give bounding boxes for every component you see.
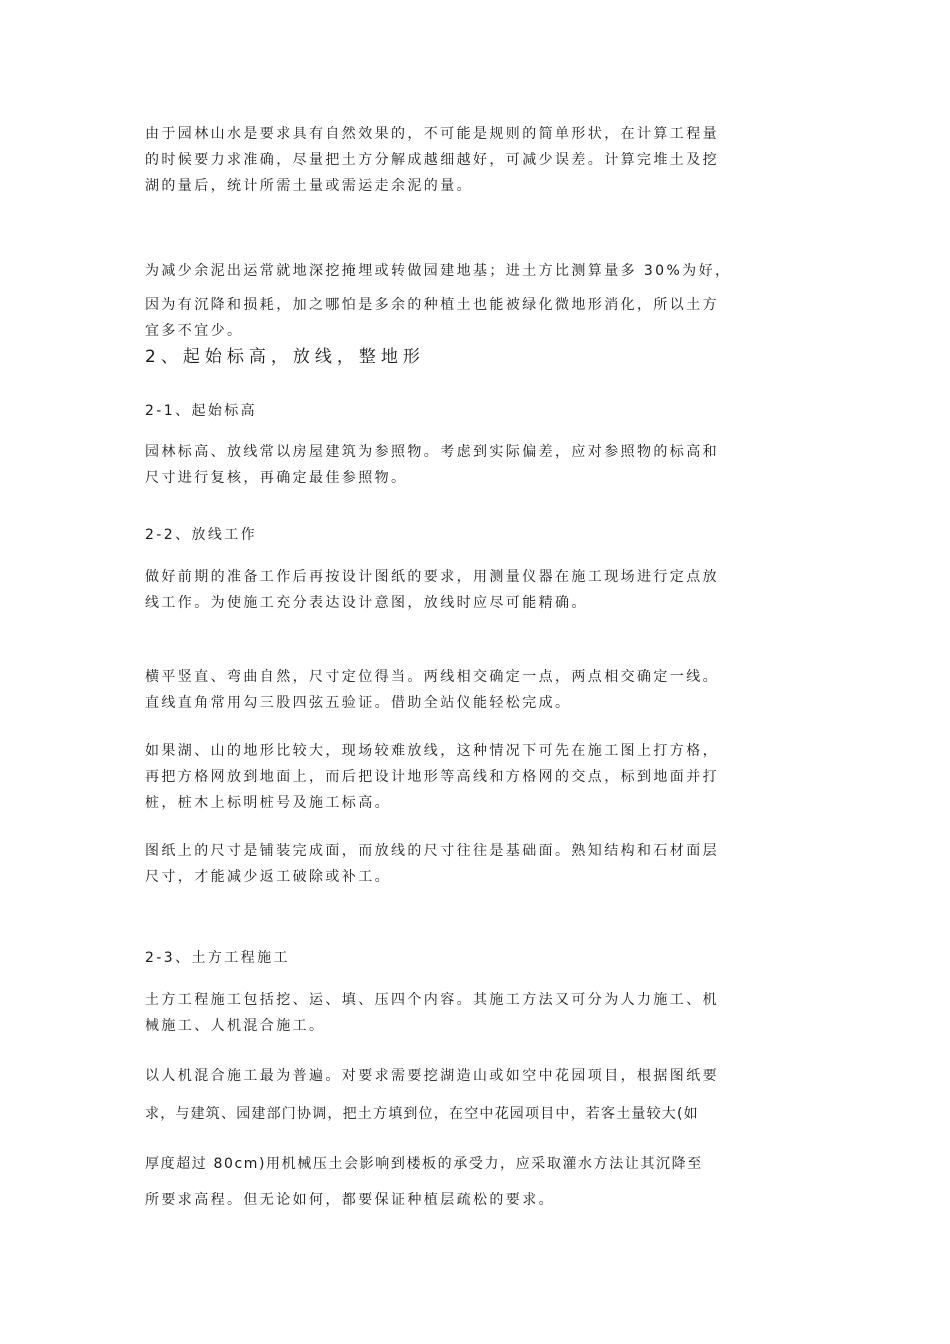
paragraph-earthwork-calculation: [145, 121, 805, 199]
paragraph-mixed-construction: [145, 1063, 805, 1089]
text-line: 园林标高、放线常以房屋建筑为参照物。考虑到实际偏差，应对参照物的标高和: [145, 444, 719, 460]
text-line: 如果湖、山的地形比较大，现场较难放线，这种情况下可先在施工图上打方格，: [145, 743, 719, 759]
text-line: 由于园林山水是要求具有自然效果的，不可能是规则的简单形状，在计算工程量: [145, 126, 719, 142]
subsection-heading-2-1: [145, 398, 805, 424]
section-heading-2: [145, 344, 805, 370]
text-line: 桩，桩木上标明桩号及施工标高。: [145, 795, 391, 811]
text-line: 所要求高程。但无论如何，都要保证种植层疏松的要求。: [145, 1192, 555, 1208]
section-title: 2、起始标高，放线，整地形: [145, 347, 425, 367]
text-line: 做好前期的准备工作后再按设计图纸的要求，用测量仪器在施工现场进行定点放: [145, 569, 719, 585]
paragraph-grid-method: [145, 738, 805, 816]
paragraph-mixed-construction-cont: [145, 1101, 805, 1127]
text-line: 厚度超过 80cm)用机械压土会影响到楼板的承受力，应采取灌水方法让其沉降至: [145, 1156, 703, 1172]
text-line: 宜多不宜少。: [145, 323, 244, 339]
subsection-title: 2-2、放线工作: [145, 527, 258, 543]
subsection-heading-2-2: [145, 522, 805, 548]
paragraph-mixed-construction-cont: [145, 1151, 805, 1177]
text-line: 湖的量后，统计所需土量或需运走余泥的量。: [145, 178, 473, 194]
text-line: 图纸上的尺寸是铺装完成面，而放线的尺寸往往是基础面。熟知结构和石材面层: [145, 843, 719, 859]
paragraph-reduce-surplus-soil: [145, 258, 805, 284]
paragraph-layout-work: [145, 564, 805, 616]
paragraph-mixed-construction-cont: [145, 1187, 805, 1213]
text-line: 土方工程施工包括挖、运、填、压四个内容。其施工方法又可分为人力施工、机: [145, 992, 719, 1008]
text-line: 尺寸，才能减少返工破除或补工。: [145, 869, 391, 885]
subsection-heading-2-3: [145, 945, 805, 971]
text-line: 械施工、人机混合施工。: [145, 1018, 326, 1034]
paragraph-earthwork-content: [145, 987, 805, 1039]
text-line: 横平竖直、弯曲自然，尺寸定位得当。两线相交确定一点，两点相交确定一线。: [145, 669, 719, 685]
text-line: 为减少余泥出运常就地深挖掩埋或转做园建地基；进土方比测算量多 30%为好，: [145, 263, 732, 279]
paragraph-finish-vs-base: [145, 838, 805, 890]
text-line: 因为有沉降和损耗，加之哪怕是多余的种植土也能被绿化微地形消化，所以土方: [145, 297, 719, 313]
text-line: 的时候要力求准确，尽量把土方分解成越细越好，可减少误差。计算完堆土及挖: [145, 152, 719, 168]
paragraph-layout-principles: [145, 664, 805, 716]
subsection-title: 2-3、土方工程施工: [145, 950, 290, 966]
text-line: 直线直角常用勾三股四弦五验证。借助全站仪能轻松完成。: [145, 695, 572, 711]
text-line: 再把方格网放到地面上，而后把设计地形等高线和方格网的交点，标到地面并打: [145, 769, 719, 785]
paragraph-reference-elevation: [145, 439, 805, 491]
text-line: 线工作。为使施工充分表达设计意图，放线时应尽可能精确。: [145, 595, 588, 611]
paragraph-settlement-note: [145, 292, 805, 344]
subsection-title: 2-1、起始标高: [145, 403, 258, 419]
text-line: 尺寸进行复核，再确定最佳参照物。: [145, 470, 408, 486]
text-line: 求，与建筑、园建部门协调，把土方填到位，在空中花园项目中，若客土量较大(如: [145, 1106, 699, 1122]
text-line: 以人机混合施工最为普遍。对要求需要挖湖造山或如空中花园项目，根据图纸要: [145, 1068, 719, 1084]
